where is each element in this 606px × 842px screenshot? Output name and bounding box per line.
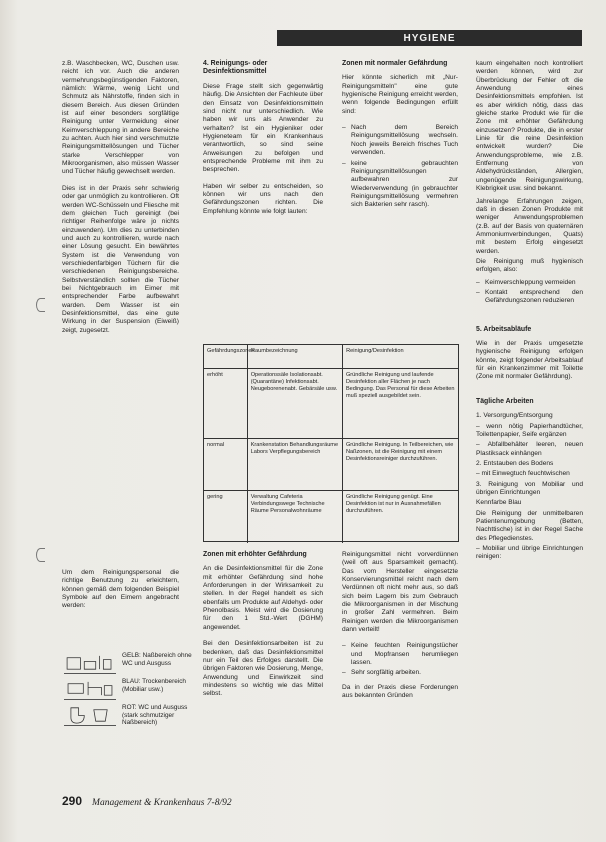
legend-item-yellow (62, 652, 192, 676)
section-heading: 4. Reinigungs- oder Desinfektionsmittel (203, 60, 268, 76)
legend-item-blue (62, 678, 192, 702)
table-cell: gering (204, 491, 248, 543)
table-cell: Gründliche Reinigung genügt. Eine Desinfektion ist nur in Ausnahmefällen durchzuführen. (345, 494, 441, 514)
table-cell: erhöht (204, 369, 248, 438)
paragraph: Haben wir selber zu entscheiden, so können wir uns nach den Gefährdungszonen richten. Die Empfehlung könnte wie folgt lauten: (203, 182, 323, 215)
table-header: Gefährdungszonen (204, 345, 248, 368)
list-item: – wenn nötig Papierhandtücher, Toilettenpapier, Seife ergänzen (476, 422, 583, 438)
table-header: Raumbezeichnung (248, 345, 343, 368)
list-item: 2. Entstauben des Bodens (476, 459, 554, 467)
table-cell: Gründliche Reinigung und laufende Desinfektion aller Flächen je nach Bedingung. Das Personal für diese Arbeiten muß speziell ausgebildet sein. (345, 372, 455, 399)
legend-text: BLAU: Trockenbereich (Mobiliar usw.) (122, 678, 186, 693)
table-cell: Verwaltung Cafeteria Verbindungswege Technische Räume Personalwohnräume (248, 491, 343, 543)
paragraph: Dies ist in der Praxis sehr schwierig oder gar unmöglich zu kontrollieren. Oft werden WC-Schüsseln und Fliesche mit dem gleichen Tuch gereinigt (bei richtiger Reihenfolge wäre jo nichts einzuwenden). Um dies zu unterbinden und auch zu kontrollieren, wurde nach einer Lösung gesucht. Ein bewährtes System ist die Verwendung von verschiedenfarbigen Tüchern für die verschiedenen Reinigungsbereiche. Selbstverständlich sollten die Tücher bei Nichtgebrauch im Eimer mit entsprechender Farbe aufbewahrt warden. Dem Wasser ist ein Desinfektionsmittel, das eine gute Wirkung in der Suspension (Eiweiß) zeigt, zugesetzt. (62, 184, 179, 334)
legend-item-red (62, 704, 192, 728)
table-row (204, 369, 458, 439)
binder-hole-mark (36, 298, 45, 312)
paragraph: kaum eingehalten noch kontrolliert werden können, wird zur Überbrückung der Fehler oft die Anwendung eines Desinfektionsmittels empfohlen. Ist es aber wirklich nötig, dass das gleiche starke Produkt wie für die Zone mit erhöhter Gefährdung einzusetzen? Produkte, die in erster Linie für die reine Desinfektion entwickelt wurden? Die Anwendungsprobleme, wie z.B. Entfernung von Aldehydrückständen, Allergien, ungenügende Reinigungswirkung, Klebrigkeit usw. sind bekannt. (476, 60, 583, 193)
list-item: – Sehr sorgfältig arbeiten. (342, 669, 458, 677)
paragraph: Um dem Reinigungspersonal die richtige Benutzung zu erleichtern, können gemäß dem folgenden Beispiel Symbole auf den Eimern angebracht werden: (62, 569, 179, 610)
paragraph: Bei den Desinfektionsarbeiten ist zu bedenken, daß das Desinfektionsmittel nur ein Teil des Erfolges darstellt. Die übrigen Faktoren wie Dosierung, Menge, Anwendung und Einwirkzeit sind mindestens so wichtig wie das Mittel selbst. (203, 640, 323, 698)
table-cell: Operationssäle Isolationsabt. (Quarantäne) Infektionsabt. Neugeborenenabt. Gebärsäle usw. (248, 369, 343, 438)
list-item: – Nach dem Bereich Reinigungsmittellösung wechseln. Noch jeweils Bereich frisches Tuch verwenden. (342, 124, 458, 157)
paragraph: Hier könnte sicherlich mit „Nur-Reinigungsmitteln" eine gute hygienische Reinigung erreicht werden, wenn folgende Bedingungen erfüllt sind: (342, 74, 458, 115)
table-cell: Krankenstation Behandlungsräume Labors Verpflegungsbereich (248, 439, 343, 490)
binder-hole-mark (36, 548, 45, 562)
list-item: 3. Reinigung von Mobiliar und übrigen Einrichtungen (476, 480, 583, 496)
list-item: Die Reinigung der unmittelbaren Patientenumgebung (Betten, Nachttische) ist in der Regel Sache des Pflegedienstes. (476, 509, 583, 542)
condition-list (342, 124, 458, 209)
paragraph: Jahrelange Erfahrungen zeigen, daß in diesen Zonen Produkte mit weniger Anwendungsproblemen (z.B. auf der Basis von quaternären Ammoniumverbindungen, Quats) mit bestem Erfolg eingesetzt werden. (476, 197, 583, 255)
list-item: – Kontakt entsprechend den Gefährdungszonen reduzieren (476, 289, 583, 306)
condition-list (342, 642, 458, 677)
section-header: HYGIENE (277, 30, 582, 46)
journal-reference: Management & Krankenhaus 7-8/92 (92, 798, 232, 808)
section-heading: Zonen mit normaler Gefährdung (342, 60, 448, 67)
paragraph: Diese Frage stellt sich gegenwärtig häufig. Die Ansichten der Fachleute über den Einsatz von Desinfektionsmitteln sind nicht nur unterschiedlich. Wie haben wir uns als Anwender zu verhalten? Ist ein Hygieniker oder Hygieneteam für ein Krankenhaus verantwortlich, so sind seine Anweisungen zu befolgen und entsprechende Probleme mit ihm zu besprechen. (203, 82, 323, 174)
column-1-bottom (62, 569, 179, 619)
bucket-symbol-legend (62, 652, 192, 730)
list-item: 1. Versorgung/Entsorgung (476, 412, 553, 420)
daily-task-list (476, 412, 583, 562)
column-2-bottom (203, 551, 323, 707)
paragraph: An die Desinfektionsmittel für die Zone mit erhöhter Gefährdung sind hohe Anforderungen in der Wirksamkeit zu stellen. In der Regel handelt es sich ebenfalls um Produkte auf Aldehyd- oder Phenolbasis. Meist wird die Dosierung für den 1 Std.-Wert (DGHM) angewendet. (203, 565, 323, 631)
paragraph: Wie in der Praxis umgesetzte hygienische Reinigung erfolgen könnte, zeigt folgender Arbeitsablauf für ein Krankenzimmer mit Toilette (Zone mit normaler Gefährdung). (476, 340, 583, 381)
paragraph: z.B. Waschbecken, WC, Duschen usw. reicht ich vor. Auch die anderen vermehrungsbegünstigenden Faktoren, nämlich: Wärme, wenig Licht und Schmutz als Nährstoffe, finden sich in diesem Bereich. Aus diesen Gründen ist auf einer besonders sorgfältige Reinigung unter Vermeidung einer Keimverschleppung in andere Bereiche zu achten. Auch hier sind verschmutzte Reinigungsmittellösungen und Tücher starke Verschlepper von Mikroorganismen, also müssen Wasser und Tücher häufig gewechselt werden. (62, 60, 179, 176)
section-heading: Zonen mit erhöhter Gefährdung (203, 551, 307, 558)
table-cell: Gründliche Reinigung. In Teilbereichen, wie Naßzonen, ist die Reinigung mit einem Desinfektionsreiniger durchzuführen. (345, 442, 454, 462)
list-item: – mit Einwegtuch feuchtwischen (476, 470, 570, 478)
list-item: – Abfallbehälter leeren, neuen Plastiksack einhängen (476, 441, 583, 457)
table-cell: normal (204, 439, 248, 490)
table-header: Reinigung/Desinfektion (346, 348, 404, 354)
requirement-list (476, 279, 583, 306)
wash-basin-icon (64, 652, 116, 674)
list-item: – Keine feuchten Reinigungstücher und Mopfransen herumliegen lassen. (342, 642, 458, 667)
column-3-bottom (342, 551, 458, 709)
paragraph: Da in der Praxis diese Forderungen aus bekannten Gründen (342, 683, 458, 700)
legend-text: ROT: WC und Ausguss (stark schmutziger Naßbereich) (122, 704, 188, 727)
list-item: – keine gebrauchten Reinigungsmittellösungen aufbewahren zur Wiederverwendung (in gebrauchter Reinigungsmittellösung vermehren sich Bakterien sehr rasch). (342, 160, 458, 210)
page-number: 290 (62, 794, 83, 808)
table-header-row (204, 345, 458, 369)
page-footer (62, 794, 232, 808)
section-heading: 5. Arbeitsabläufe (476, 325, 532, 333)
list-item: Kennfarbe Blau (476, 499, 522, 507)
toilet-icon (64, 704, 116, 726)
furniture-icon (64, 678, 116, 700)
table-row (204, 491, 458, 543)
column-2 (203, 60, 323, 224)
paragraph: Reinigungsmittel nicht vorverdünnen (weil oft aus Sparsamkeit gemacht). Das vom Hersteller eingesetzte Konservierungsmittel reicht nach dem Verdünnen oft nicht mehr aus, so daß sich beim Lagern bis zum Gebrauch die Mikroorganismen in der Mischung in großer Zahl vermehren. Beim Reinigen werden die Mikroorganismen dann verteilt! (342, 551, 458, 634)
column-1 (62, 60, 179, 343)
paragraph: Die Reinigung muß hygienisch erfolgen, also: (476, 257, 583, 274)
column-4 (476, 60, 583, 564)
list-item: – Keimverschleppung vermeiden (476, 279, 583, 287)
hazard-zone-table (203, 344, 459, 542)
column-3 (342, 60, 458, 216)
table-row (204, 439, 458, 491)
list-item: – Mobiliar und übrige Einrichtungen reinigen: (476, 544, 583, 561)
section-heading: Tägliche Arbeiten (476, 397, 534, 405)
legend-text: GELB: Naßbereich ohne WC und Ausguss (122, 652, 192, 667)
